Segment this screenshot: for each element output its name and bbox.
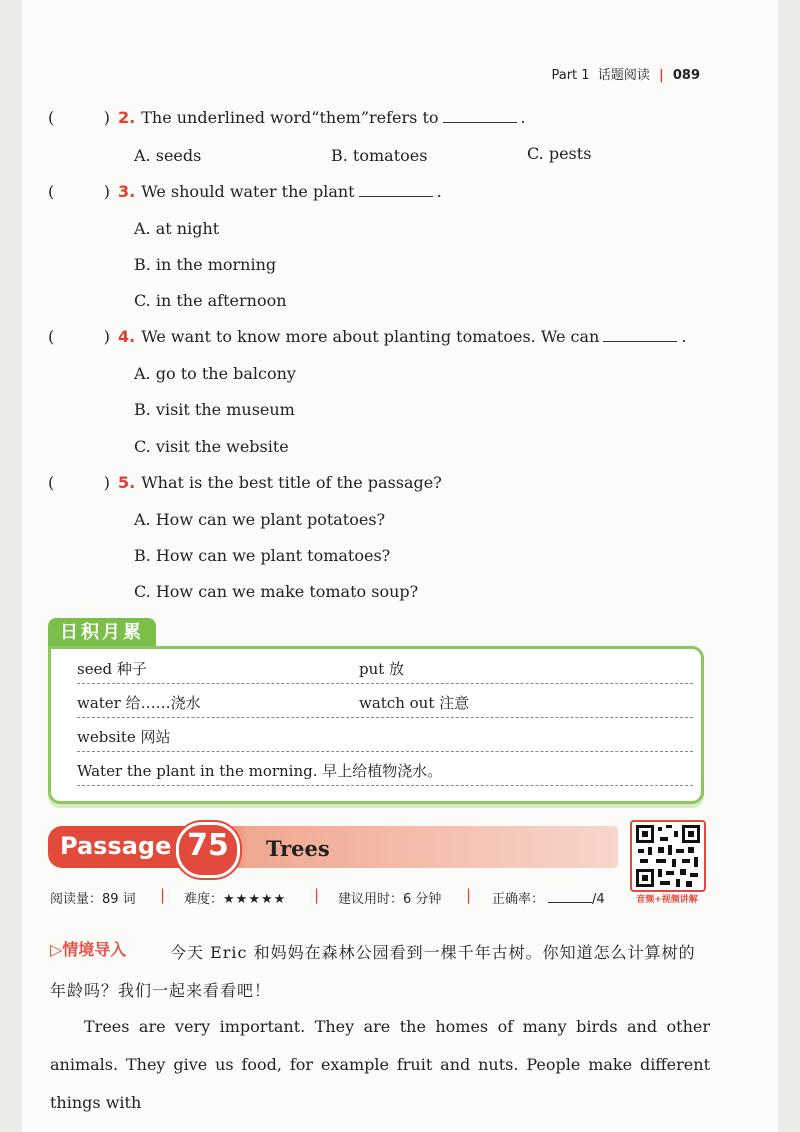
intro-text: 今天 Eric 和妈妈在森林公园看到一棵千年古树。你知道怎么计算树的年龄吗？我们一起来看看吧！: [50, 943, 696, 1000]
question-4: ( ) 4. We want to know more about planting tomatoes. We can .: [48, 327, 687, 346]
question-5: [48, 473, 442, 492]
word-count: 阅读量：89 词: [50, 892, 136, 907]
option: B. in the morning: [134, 255, 277, 274]
answer-blank: [603, 329, 677, 342]
question-stem: The underlined word“them”refers to: [141, 108, 439, 127]
part-label: Part 1: [551, 68, 590, 83]
question-2: ( ) 2. The underlined word“them”refers to .: [48, 108, 526, 127]
info-separator: |: [314, 886, 320, 904]
vocab-box: [48, 646, 704, 804]
vocab-item: put 放: [359, 660, 405, 678]
vocab-item: Water the plant in the morning. 早上给植物浇水。: [77, 762, 443, 780]
question-number: 2.: [118, 108, 136, 127]
answer-paren[interactable]: ( ): [48, 182, 110, 201]
option: B. visit the museum: [134, 400, 295, 419]
qr-code-icon: [636, 825, 700, 887]
answer-blank: [359, 184, 433, 197]
option: B. tomatoes: [331, 146, 428, 165]
header-divider: |: [658, 68, 664, 83]
option: C. in the afternoon: [134, 291, 287, 310]
answer-paren[interactable]: ( ): [48, 108, 110, 127]
option: C. visit the website: [134, 437, 289, 456]
option: B. How can we plant tomatoes?: [134, 546, 391, 565]
option: A. at night: [134, 219, 220, 238]
vocab-item: seed 种子: [77, 660, 147, 678]
option: A. How can we plant potatoes?: [134, 510, 386, 529]
qr-caption: 音频+视频讲解: [636, 895, 698, 905]
option: A. seeds: [134, 146, 202, 165]
question-stem: What is the best title of the passage?: [141, 473, 442, 492]
score-blank: [548, 892, 592, 903]
accuracy: 正确率： /4: [492, 892, 605, 907]
vocab-row: [77, 687, 693, 718]
vocab-tab: 日积月累: [48, 618, 156, 648]
question-3: ( ) 3. We should water the plant .: [48, 182, 442, 201]
passage-title: Trees: [266, 836, 330, 861]
option: A. go to the balcony: [134, 364, 296, 383]
answer-blank: [443, 110, 517, 123]
question-number: 5.: [118, 473, 136, 492]
info-separator: |: [160, 886, 166, 904]
option: C. How can we make tomato soup?: [134, 582, 419, 601]
answer-paren[interactable]: ( ): [48, 473, 110, 492]
vocab-row: [77, 755, 693, 786]
question-stem: We want to know more about planting tomatoes. We can: [141, 327, 600, 346]
vocab-item: website 网站: [77, 728, 171, 746]
vocab-row: [77, 721, 693, 752]
option: C. pests: [527, 144, 592, 163]
vocab-row: [77, 653, 693, 684]
passage-paragraph: Trees are very important. They are the homes of many birds and other animals. They give us food, for example fruit and nuts. People make different things with: [50, 1017, 710, 1112]
vocab-item: water 给……浇水: [77, 694, 201, 712]
page-number: 089: [672, 68, 700, 83]
page-header: [551, 64, 700, 83]
intro-label: ▷情境导入: [50, 940, 127, 959]
info-separator: |: [466, 886, 472, 904]
question-stem: We should water the plant: [141, 182, 355, 201]
passage-label: Passage: [60, 832, 172, 860]
question-number: 4.: [118, 327, 136, 346]
difficulty: 难度：★★★★★: [184, 892, 287, 907]
section-label: 话题阅读: [597, 68, 650, 83]
passage-number: 75: [187, 828, 229, 863]
question-number: 3.: [118, 182, 136, 201]
difficulty-stars: ★★★★★: [223, 892, 287, 907]
qr-code[interactable]: [630, 820, 706, 892]
suggested-time: 建议用时：6 分钟: [338, 892, 442, 907]
answer-paren[interactable]: ( ): [48, 327, 110, 346]
vocab-item: watch out 注意: [359, 694, 470, 712]
